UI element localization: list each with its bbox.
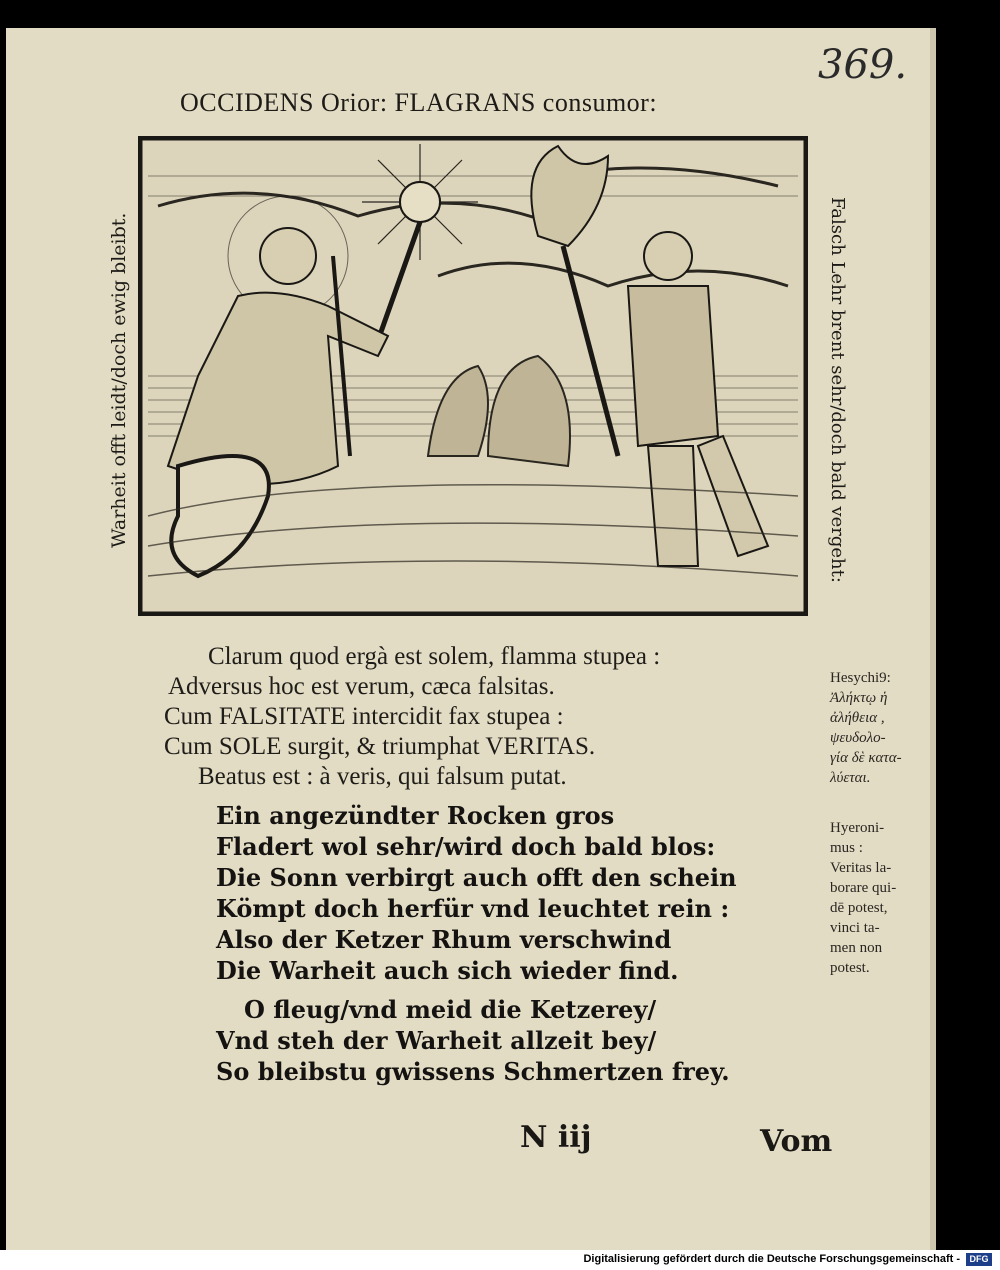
marginal-note-hesychius bbox=[830, 668, 930, 788]
note-line: potest. bbox=[830, 960, 870, 976]
note-line: γία δὲ κατα- bbox=[830, 750, 902, 766]
latin-line: Beatus est : à veris, qui falsum putat. bbox=[198, 763, 567, 790]
note-line: mus : bbox=[830, 840, 863, 856]
german-line: Die Warheit auch sich wieder find. bbox=[216, 956, 679, 985]
note-line: men non bbox=[830, 940, 883, 956]
woodcut-right-caption: Falsch Lehr brent sehr/doch bald vergeht: bbox=[827, 197, 848, 583]
woodcut-illustration bbox=[138, 136, 808, 616]
german-line: O fleug/vnd meid die Ketzerey/ bbox=[244, 995, 657, 1024]
note-line: Hyeroni- bbox=[830, 820, 885, 836]
catchword: Vom bbox=[760, 1124, 833, 1159]
german-line: Kömpt doch herfür vnd leuchtet rein : bbox=[216, 894, 730, 923]
note-line: dē potest, bbox=[830, 900, 888, 916]
note-line: Ἀλήκτῳ ἡ bbox=[830, 690, 888, 706]
emblem-motto: OCCIDENS Orior: FLAGRANS consumor: bbox=[180, 88, 658, 117]
note-line: ψευδολο- bbox=[830, 730, 886, 746]
note-line: ἀλήθεια , bbox=[830, 710, 885, 726]
german-verses bbox=[216, 800, 736, 1087]
german-line: Also der Ketzer Rhum verschwind bbox=[216, 925, 672, 954]
german-line: So bleibstu gwissens Schmertzen frey. bbox=[216, 1057, 730, 1086]
note-line: vinci ta- bbox=[830, 920, 880, 936]
german-line: Die Sonn verbirgt auch offt den schein bbox=[216, 863, 737, 892]
german-line: Vnd steh der Warheit allzeit bey/ bbox=[216, 1026, 657, 1055]
footer-bar bbox=[0, 1250, 1000, 1270]
footer-text: Digitalisierung gefördert durch die Deutsche Forschungsgemeinschaft - bbox=[583, 1253, 960, 1265]
german-line: Fladert wol sehr/wird doch bald blos: bbox=[216, 832, 716, 861]
note-line: borare qui- bbox=[830, 880, 897, 896]
german-line: Ein angezündter Rocken gros bbox=[216, 801, 615, 830]
note-line: Hesychi9: bbox=[830, 670, 891, 686]
note-line: Veritas la- bbox=[830, 860, 892, 876]
marginal-note-hieronymus bbox=[830, 818, 930, 978]
woodcut-left-caption: Warheit offt leidt/doch ewig bleibt. bbox=[108, 212, 130, 548]
sun-icon bbox=[362, 144, 478, 260]
dfg-logo-icon: DFG bbox=[966, 1253, 992, 1266]
marginal-notes bbox=[830, 668, 930, 978]
latin-line: Cum FALSITATE intercidit fax stupea : bbox=[164, 703, 564, 730]
note-line: λύεται. bbox=[830, 770, 871, 786]
latin-verses bbox=[160, 642, 780, 792]
latin-line: Clarum quod ergà est solem, flamma stupea : bbox=[208, 643, 661, 670]
signature-mark: N iij bbox=[520, 1120, 592, 1155]
latin-line: Adversus hoc est verum, cæca falsitas. bbox=[168, 673, 555, 700]
page-number: 369. bbox=[818, 42, 908, 88]
latin-line: Cum SOLE surgit, & triumphat VERITAS. bbox=[164, 733, 596, 760]
